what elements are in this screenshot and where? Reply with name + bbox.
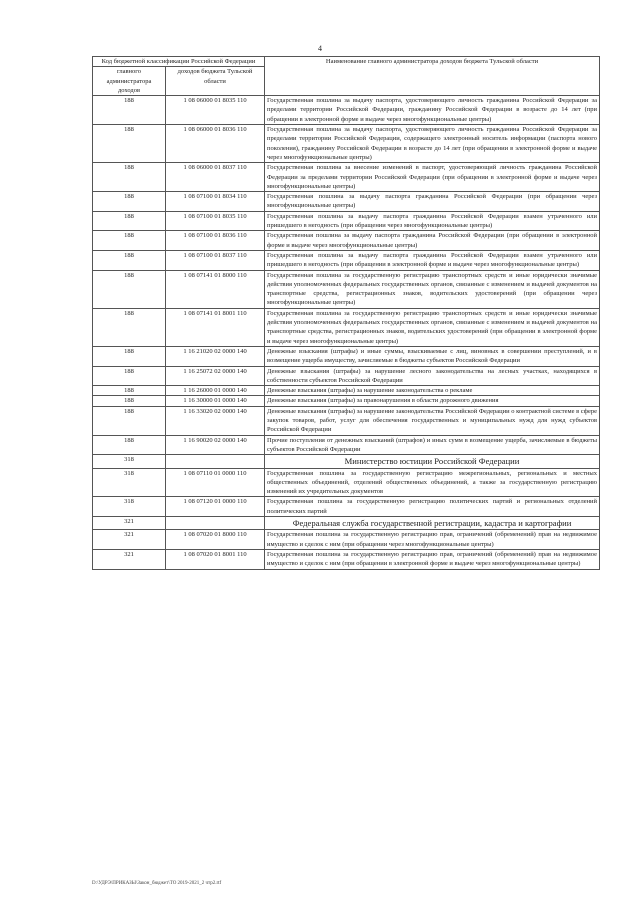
income-code-cell: 1 16 30000 01 0000 140 bbox=[166, 396, 265, 406]
income-name-cell: Государственная пошлина за государственную регистрацию прав, ограничений (обременений) прав на недвижимое имущество и сделок с ним (при обращении в электронной форме и выдаче через многофункциональные центры) bbox=[265, 550, 600, 570]
admin-code-cell: 321 bbox=[93, 517, 166, 530]
income-code-cell: 1 16 90020 02 0000 140 bbox=[166, 435, 265, 455]
admin-code-cell: 321 bbox=[93, 530, 166, 550]
income-code-cell: 1 16 26000 01 0000 140 bbox=[166, 386, 265, 396]
income-code-cell: 1 08 07100 01 8034 110 bbox=[166, 192, 265, 212]
income-name-cell: Денежные взыскания (штрафы) за нарушение законодательства о рекламе bbox=[265, 386, 600, 396]
admin-code-cell: 188 bbox=[93, 346, 166, 366]
income-code-cell bbox=[166, 455, 265, 468]
income-name-cell: Денежные взыскания (штрафы) и иные суммы, взыскиваемые с лиц, виновных в совершении преступлений, и в возмещение ущерба имуществу, зачисляемые в бюджеты субъектов Российской Федерации bbox=[265, 346, 600, 366]
table-row bbox=[93, 231, 600, 251]
income-name-cell: Государственная пошлина за государственную регистрацию прав, ограничений (обременений) прав на недвижимое имущество и сделок с ним (при обращении через многофункциональные центры) bbox=[265, 530, 600, 550]
income-code-cell: 1 08 07120 01 0000 110 bbox=[166, 497, 265, 517]
table-row bbox=[93, 250, 600, 270]
admin-code-cell: 188 bbox=[93, 435, 166, 455]
income-code-cell: 1 08 07141 01 8000 110 bbox=[166, 270, 265, 308]
admin-code-cell: 321 bbox=[93, 550, 166, 570]
table-row bbox=[93, 308, 600, 346]
admin-code-cell: 318 bbox=[93, 455, 166, 468]
income-name-cell: Государственная пошлина за выдачу паспорта гражданина Российской Федерации (при обращении в электронной форме и выдаче через многофункциональные центры) bbox=[265, 231, 600, 251]
income-name-cell: Министерство юстиции Российской Федерации bbox=[265, 455, 600, 468]
file-path-footer: D:\УДРЭ\ПРИКАЗЫ\Закон_бюджет\ТО 2019-2021_2 чтр2.rtf bbox=[92, 881, 222, 886]
ministry-row bbox=[93, 455, 600, 468]
table-row bbox=[93, 96, 600, 125]
table-row bbox=[93, 396, 600, 406]
income-code-cell bbox=[166, 517, 265, 530]
admin-code-cell: 188 bbox=[93, 406, 166, 435]
table-row bbox=[93, 550, 600, 570]
income-code-cell: 1 08 07100 01 8035 110 bbox=[166, 211, 265, 231]
income-code-cell: 1 16 33020 02 0000 140 bbox=[166, 406, 265, 435]
income-code-cell: 1 08 06000 01 8036 110 bbox=[166, 125, 265, 163]
budget-classification-table bbox=[92, 56, 600, 570]
income-name-cell: Денежные взыскания (штрафы) за нарушение лесного законодательства на лесных участках, находящихся в собственности субъектов Российской Федерации bbox=[265, 366, 600, 386]
admin-code-cell: 188 bbox=[93, 396, 166, 406]
income-name-cell: Государственная пошлина за государственную регистрацию транспортных средств и иные юридически значимые действия уполномоченных федеральных государственных органов, связанные с изменением и выдачей документов на транспортные средства, регистрационных знаков, водительских удостоверений (при обращении через многофункциональные центры) bbox=[265, 270, 600, 308]
admin-code-cell: 188 bbox=[93, 270, 166, 308]
income-name-cell: Государственная пошлина за выдачу паспорта гражданина Российской Федерации взамен утраченного или пришедшего в негодность (при обращении через многофункциональные центры) bbox=[265, 211, 600, 231]
admin-code-cell: 318 bbox=[93, 468, 166, 497]
table-row bbox=[93, 497, 600, 517]
admin-code-cell: 188 bbox=[93, 250, 166, 270]
income-name-cell: Федеральная служба государственной регистрации, кадастра и картографии bbox=[265, 517, 600, 530]
table-row bbox=[93, 211, 600, 231]
table-row bbox=[93, 346, 600, 366]
admin-code-cell: 188 bbox=[93, 125, 166, 163]
income-name-cell: Денежные взыскания (штрафы) за нарушение законодательства Российской Федерации о контрактной системе в сфере закупок товаров, работ, услуг для обеспечения государственных и муниципальных нужд для нужд субъектов Российской Федерации bbox=[265, 406, 600, 435]
table-row bbox=[93, 125, 600, 163]
income-name-cell: Государственная пошлина за государственную регистрацию межрегиональных, региональных и местных общественных объединений, отделений общественных объединений, а также за государственную регистрацию изменений их учредительных документов bbox=[265, 468, 600, 497]
table-row bbox=[93, 192, 600, 212]
admin-code-cell: 188 bbox=[93, 163, 166, 192]
income-name-cell: Государственная пошлина за выдачу паспорта гражданина Российской Федерации (при обращении через многофункциональные центры) bbox=[265, 192, 600, 212]
admin-code-cell: 188 bbox=[93, 308, 166, 346]
income-name-cell: Государственная пошлина за выдачу паспорта гражданина Российской Федерации взамен утраченного или пришедшего в негодность (при обращении в электронной форме и выдаче через многофункциональные центры) bbox=[265, 250, 600, 270]
admin-code-cell: 188 bbox=[93, 231, 166, 251]
income-name-cell: Денежные взыскания (штрафы) за правонарушения в области дорожного движения bbox=[265, 396, 600, 406]
admin-code-cell: 188 bbox=[93, 386, 166, 396]
income-code-cell: 1 16 25072 02 0000 140 bbox=[166, 366, 265, 386]
admin-code-cell: 188 bbox=[93, 192, 166, 212]
income-code-cell: 1 08 07020 01 8000 110 bbox=[166, 530, 265, 550]
table-row bbox=[93, 435, 600, 455]
table-row bbox=[93, 163, 600, 192]
admin-code-cell: 188 bbox=[93, 366, 166, 386]
table-row bbox=[93, 406, 600, 435]
table-row bbox=[93, 270, 600, 308]
table-row bbox=[93, 468, 600, 497]
admin-code-cell: 318 bbox=[93, 497, 166, 517]
income-code-cell: 1 08 06000 01 8035 110 bbox=[166, 96, 265, 125]
table-row bbox=[93, 386, 600, 396]
income-code-cell: 1 16 21020 02 0000 140 bbox=[166, 346, 265, 366]
header-code-group: Код бюджетной классификации Российской Федерации bbox=[93, 57, 265, 67]
ministry-row bbox=[93, 517, 600, 530]
page-number: 4 bbox=[318, 44, 322, 53]
table-row bbox=[93, 530, 600, 550]
income-name-cell: Государственная пошлина за выдачу паспорта, удостоверяющего личность гражданина Российской Федерации за пределами территории Российской Федерации, содержащего электронный носитель информации (паспорта нового поколения), гражданину Российской Федерации в возрасте до 14 лет (при обращении в электронной форме и выдаче через многофункциональные центры) bbox=[265, 125, 600, 163]
admin-code-cell: 188 bbox=[93, 96, 166, 125]
income-code-cell: 1 08 06000 01 8037 110 bbox=[166, 163, 265, 192]
income-name-cell: Государственная пошлина за государственную регистрацию транспортных средств и иные юридически значимые действия уполномоченных федеральных государственных органов, связанные с изменением и выдачей документов на транспортные средства, регистрационных знаков, водительских удостоверений (при обращении в электронной форме и выдаче через многофункциональные центры) bbox=[265, 308, 600, 346]
income-name-cell: Государственная пошлина за выдачу паспорта, удостоверяющего личность гражданина Российской Федерации за пределами территории Российской Федерации, гражданину Российской Федерации в возрасте до 14 лет (при обращении в электронной форме и выдаче через многофункциональные центры) bbox=[265, 96, 600, 125]
income-code-cell: 1 08 07141 01 8001 110 bbox=[166, 308, 265, 346]
income-code-cell: 1 08 07110 01 0000 110 bbox=[166, 468, 265, 497]
table-header-row bbox=[93, 57, 600, 67]
income-code-cell: 1 08 07100 01 8037 110 bbox=[166, 250, 265, 270]
income-name-cell: Государственная пошлина за государственную регистрацию политических партий и региональных отделений политических партий bbox=[265, 497, 600, 517]
header-admin-column: главного администратора доходов bbox=[93, 67, 166, 96]
header-name-column: Наименование главного администратора доходов бюджета Тульской области bbox=[265, 57, 600, 96]
admin-code-cell: 188 bbox=[93, 211, 166, 231]
income-code-cell: 1 08 07020 01 8001 110 bbox=[166, 550, 265, 570]
header-income-column: доходов бюджета Тульской области bbox=[166, 67, 265, 96]
income-name-cell: Прочие поступления от денежных взысканий (штрафов) и иных сумм в возмещение ущерба, зачисляемые в бюджеты субъектов Российской Федерации bbox=[265, 435, 600, 455]
income-code-cell: 1 08 07100 01 8036 110 bbox=[166, 231, 265, 251]
income-name-cell: Государственная пошлина за внесение изменений в паспорт, удостоверяющий личность гражданина Российской Федерации за пределами территории Российской Федерации (при обращении в электронной форме и выдаче через многофункциональные центры) bbox=[265, 163, 600, 192]
table-row bbox=[93, 366, 600, 386]
